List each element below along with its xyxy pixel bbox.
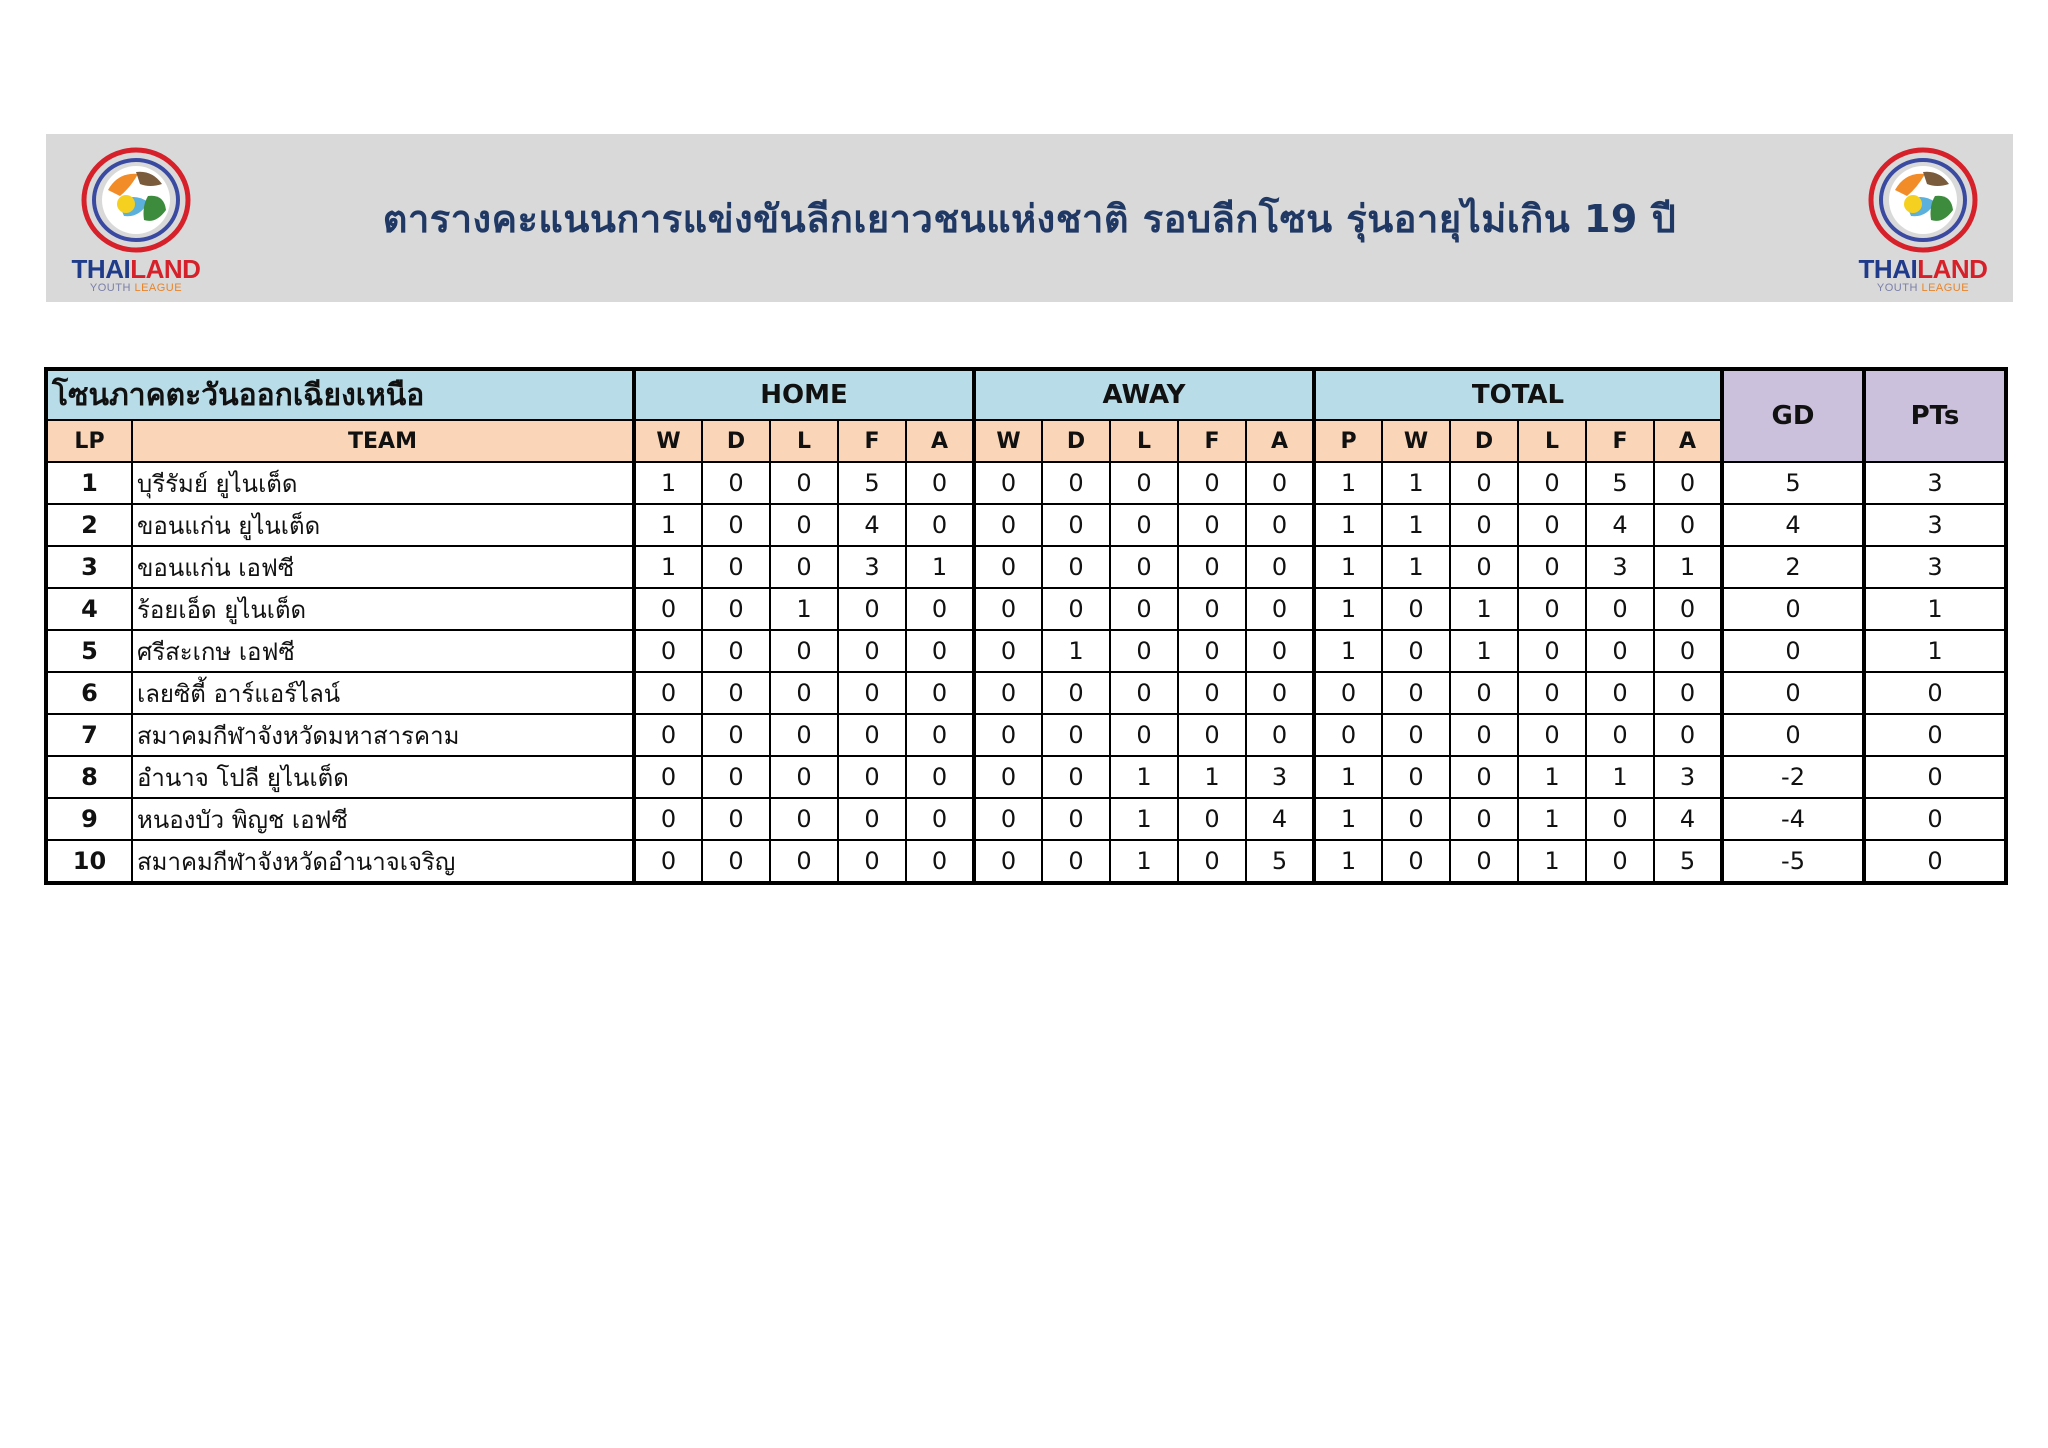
total-l-cell: 0 — [1518, 672, 1586, 714]
header-away-a: A — [1246, 420, 1314, 462]
away-l-cell: 0 — [1110, 588, 1178, 630]
away-l-cell: 0 — [1110, 630, 1178, 672]
pts-cell: 0 — [1864, 714, 2006, 756]
header-gd: GD — [1722, 369, 1864, 462]
page-title: ตารางคะแนนการแข่งขันลีกเยาวชนแห่งชาติ รอบลีกโซน รุ่นอายุไม่เกิน 19 ปี — [382, 196, 1677, 241]
home-f-cell: 3 — [838, 546, 906, 588]
header-home-w: W — [634, 420, 702, 462]
away-w-cell: 0 — [974, 504, 1042, 546]
header-away-w: W — [974, 420, 1042, 462]
header-home-a: A — [906, 420, 974, 462]
header-pts: PTs — [1864, 369, 2006, 462]
total-f-cell: 0 — [1586, 588, 1654, 630]
away-f-cell: 0 — [1178, 798, 1246, 840]
total-w-cell: 1 — [1382, 504, 1450, 546]
home-w-cell: 0 — [634, 630, 702, 672]
away-w-cell: 0 — [974, 630, 1042, 672]
header-team: TEAM — [132, 420, 634, 462]
total-a-cell: 0 — [1654, 630, 1722, 672]
total-l-cell: 0 — [1518, 630, 1586, 672]
away-a-cell: 0 — [1246, 462, 1314, 504]
home-l-cell: 1 — [770, 588, 838, 630]
gd-cell: -2 — [1722, 756, 1864, 798]
total-p-cell: 1 — [1314, 756, 1382, 798]
home-w-cell: 1 — [634, 462, 702, 504]
logo-subtext: YOUTH LEAGUE — [1876, 282, 1970, 294]
table-row — [46, 756, 2006, 798]
header-away: AWAY — [974, 369, 1314, 420]
standings-body — [46, 462, 2006, 883]
home-f-cell: 0 — [838, 840, 906, 883]
total-l-cell: 1 — [1518, 756, 1586, 798]
team-name: อำนาจ โปลี ยูไนเต็ด — [132, 756, 634, 798]
total-p-cell: 1 — [1314, 588, 1382, 630]
header-total-f: F — [1586, 420, 1654, 462]
table-row — [46, 504, 2006, 546]
rank-cell: 2 — [46, 504, 132, 546]
home-a-cell: 0 — [906, 714, 974, 756]
home-w-cell: 0 — [634, 840, 702, 883]
away-f-cell: 0 — [1178, 714, 1246, 756]
team-name: ร้อยเอ็ด ยูไนเต็ด — [132, 588, 634, 630]
away-f-cell: 0 — [1178, 672, 1246, 714]
away-w-cell: 0 — [974, 588, 1042, 630]
pts-cell: 0 — [1864, 798, 2006, 840]
thailand-youth-league-logo-right — [1843, 144, 2003, 294]
team-name: เลยซิตี้ อาร์แอร์ไลน์ — [132, 672, 634, 714]
away-a-cell: 4 — [1246, 798, 1314, 840]
home-w-cell: 1 — [634, 546, 702, 588]
sub-header-row — [46, 420, 2006, 462]
total-p-cell: 1 — [1314, 462, 1382, 504]
team-name: สมาคมกีฬาจังหวัดมหาสารคาม — [132, 714, 634, 756]
total-w-cell: 0 — [1382, 630, 1450, 672]
table-row — [46, 630, 2006, 672]
total-l-cell: 1 — [1518, 840, 1586, 883]
total-d-cell: 0 — [1450, 504, 1518, 546]
pts-cell: 3 — [1864, 546, 2006, 588]
rank-cell: 5 — [46, 630, 132, 672]
away-w-cell: 0 — [974, 840, 1042, 883]
away-a-cell: 0 — [1246, 672, 1314, 714]
home-a-cell: 0 — [906, 588, 974, 630]
team-name: สมาคมกีฬาจังหวัดอำนาจเจริญ — [132, 840, 634, 883]
away-l-cell: 0 — [1110, 714, 1178, 756]
total-p-cell: 1 — [1314, 798, 1382, 840]
home-l-cell: 0 — [770, 756, 838, 798]
home-d-cell: 0 — [702, 756, 770, 798]
home-w-cell: 0 — [634, 798, 702, 840]
home-d-cell: 0 — [702, 462, 770, 504]
home-f-cell: 0 — [838, 630, 906, 672]
total-f-cell: 3 — [1586, 546, 1654, 588]
home-w-cell: 1 — [634, 504, 702, 546]
total-f-cell: 1 — [1586, 756, 1654, 798]
total-w-cell: 0 — [1382, 798, 1450, 840]
away-f-cell: 0 — [1178, 546, 1246, 588]
pts-cell: 0 — [1864, 672, 2006, 714]
total-d-cell: 0 — [1450, 546, 1518, 588]
total-a-cell: 0 — [1654, 462, 1722, 504]
total-f-cell: 0 — [1586, 714, 1654, 756]
total-p-cell: 1 — [1314, 630, 1382, 672]
pts-cell: 3 — [1864, 462, 2006, 504]
title-banner — [46, 134, 2013, 302]
away-d-cell: 0 — [1042, 504, 1110, 546]
gd-cell: 4 — [1722, 504, 1864, 546]
total-d-cell: 0 — [1450, 462, 1518, 504]
home-l-cell: 0 — [770, 462, 838, 504]
home-a-cell: 0 — [906, 756, 974, 798]
total-a-cell: 0 — [1654, 588, 1722, 630]
total-a-cell: 0 — [1654, 714, 1722, 756]
total-w-cell: 1 — [1382, 546, 1450, 588]
rank-cell: 10 — [46, 840, 132, 883]
home-a-cell: 0 — [906, 504, 974, 546]
away-d-cell: 0 — [1042, 588, 1110, 630]
away-f-cell: 0 — [1178, 630, 1246, 672]
away-d-cell: 0 — [1042, 546, 1110, 588]
away-l-cell: 1 — [1110, 798, 1178, 840]
home-d-cell: 0 — [702, 504, 770, 546]
total-a-cell: 3 — [1654, 756, 1722, 798]
total-l-cell: 1 — [1518, 798, 1586, 840]
home-d-cell: 0 — [702, 798, 770, 840]
zone-title: โซนภาคตะวันออกเฉียงเหนือ — [46, 369, 634, 420]
away-d-cell: 0 — [1042, 462, 1110, 504]
away-a-cell: 0 — [1246, 714, 1314, 756]
total-d-cell: 0 — [1450, 756, 1518, 798]
total-d-cell: 1 — [1450, 630, 1518, 672]
standings-table — [44, 367, 2008, 885]
table-row — [46, 546, 2006, 588]
away-a-cell: 0 — [1246, 630, 1314, 672]
rank-cell: 7 — [46, 714, 132, 756]
header-away-f: F — [1178, 420, 1246, 462]
away-w-cell: 0 — [974, 798, 1042, 840]
header-total-d: D — [1450, 420, 1518, 462]
away-w-cell: 0 — [974, 714, 1042, 756]
total-l-cell: 0 — [1518, 588, 1586, 630]
home-l-cell: 0 — [770, 840, 838, 883]
total-f-cell: 5 — [1586, 462, 1654, 504]
logo-wordmark: THAILAND — [71, 254, 201, 284]
home-l-cell: 0 — [770, 546, 838, 588]
table-row — [46, 462, 2006, 504]
home-a-cell: 0 — [906, 840, 974, 883]
home-a-cell: 0 — [906, 630, 974, 672]
away-a-cell: 0 — [1246, 588, 1314, 630]
table-row — [46, 588, 2006, 630]
header-home-l: L — [770, 420, 838, 462]
total-w-cell: 0 — [1382, 588, 1450, 630]
header-home-d: D — [702, 420, 770, 462]
away-l-cell: 1 — [1110, 840, 1178, 883]
total-d-cell: 0 — [1450, 714, 1518, 756]
team-name: ขอนแก่น ยูไนเต็ด — [132, 504, 634, 546]
home-f-cell: 0 — [838, 588, 906, 630]
away-l-cell: 0 — [1110, 504, 1178, 546]
away-l-cell: 1 — [1110, 756, 1178, 798]
team-name: หนองบัว พิญช เอฟซี — [132, 798, 634, 840]
team-name: ขอนแก่น เอฟซี — [132, 546, 634, 588]
away-w-cell: 0 — [974, 672, 1042, 714]
away-l-cell: 0 — [1110, 672, 1178, 714]
home-a-cell: 0 — [906, 462, 974, 504]
header-home-f: F — [838, 420, 906, 462]
header-away-l: L — [1110, 420, 1178, 462]
header-total-w: W — [1382, 420, 1450, 462]
away-d-cell: 0 — [1042, 798, 1110, 840]
away-l-cell: 0 — [1110, 462, 1178, 504]
pts-cell: 1 — [1864, 588, 2006, 630]
total-p-cell: 1 — [1314, 840, 1382, 883]
away-d-cell: 0 — [1042, 756, 1110, 798]
table-row — [46, 672, 2006, 714]
gd-cell: 2 — [1722, 546, 1864, 588]
total-f-cell: 0 — [1586, 630, 1654, 672]
home-w-cell: 0 — [634, 714, 702, 756]
home-w-cell: 0 — [634, 672, 702, 714]
rank-cell: 3 — [46, 546, 132, 588]
table-row — [46, 714, 2006, 756]
away-w-cell: 0 — [974, 756, 1042, 798]
total-l-cell: 0 — [1518, 504, 1586, 546]
home-f-cell: 0 — [838, 798, 906, 840]
total-l-cell: 0 — [1518, 462, 1586, 504]
away-f-cell: 1 — [1178, 756, 1246, 798]
team-name: บุรีรัมย์ ยูไนเต็ด — [132, 462, 634, 504]
total-a-cell: 1 — [1654, 546, 1722, 588]
header-home: HOME — [634, 369, 974, 420]
away-a-cell: 5 — [1246, 840, 1314, 883]
home-d-cell: 0 — [702, 840, 770, 883]
total-p-cell: 1 — [1314, 546, 1382, 588]
gd-cell: 0 — [1722, 588, 1864, 630]
home-a-cell: 1 — [906, 546, 974, 588]
home-l-cell: 0 — [770, 504, 838, 546]
home-d-cell: 0 — [702, 672, 770, 714]
pts-cell: 1 — [1864, 630, 2006, 672]
home-l-cell: 0 — [770, 798, 838, 840]
home-w-cell: 0 — [634, 588, 702, 630]
header-total-a: A — [1654, 420, 1722, 462]
pts-cell: 3 — [1864, 504, 2006, 546]
gd-cell: -5 — [1722, 840, 1864, 883]
away-w-cell: 0 — [974, 546, 1042, 588]
header-total-p: P — [1314, 420, 1382, 462]
away-d-cell: 0 — [1042, 672, 1110, 714]
gd-cell: 0 — [1722, 630, 1864, 672]
away-f-cell: 0 — [1178, 588, 1246, 630]
rank-cell: 6 — [46, 672, 132, 714]
total-p-cell: 0 — [1314, 672, 1382, 714]
rank-cell: 4 — [46, 588, 132, 630]
gd-cell: 0 — [1722, 672, 1864, 714]
home-d-cell: 0 — [702, 546, 770, 588]
total-p-cell: 0 — [1314, 714, 1382, 756]
home-w-cell: 0 — [634, 756, 702, 798]
total-w-cell: 1 — [1382, 462, 1450, 504]
total-w-cell: 0 — [1382, 672, 1450, 714]
home-a-cell: 0 — [906, 672, 974, 714]
header-total-l: L — [1518, 420, 1586, 462]
rank-cell: 1 — [46, 462, 132, 504]
home-a-cell: 0 — [906, 798, 974, 840]
home-f-cell: 0 — [838, 672, 906, 714]
away-w-cell: 0 — [974, 462, 1042, 504]
table-row — [46, 798, 2006, 840]
home-d-cell: 0 — [702, 714, 770, 756]
total-w-cell: 0 — [1382, 756, 1450, 798]
total-d-cell: 0 — [1450, 798, 1518, 840]
away-f-cell: 0 — [1178, 840, 1246, 883]
total-a-cell: 0 — [1654, 672, 1722, 714]
pts-cell: 0 — [1864, 840, 2006, 883]
ball-emblem-icon — [1865, 144, 1981, 256]
table-row — [46, 840, 2006, 883]
away-d-cell: 1 — [1042, 630, 1110, 672]
gd-cell: 0 — [1722, 714, 1864, 756]
gd-cell: -4 — [1722, 798, 1864, 840]
total-w-cell: 0 — [1382, 714, 1450, 756]
away-a-cell: 3 — [1246, 756, 1314, 798]
total-d-cell: 0 — [1450, 672, 1518, 714]
home-f-cell: 4 — [838, 504, 906, 546]
team-name: ศรีสะเกษ เอฟซี — [132, 630, 634, 672]
home-l-cell: 0 — [770, 630, 838, 672]
home-f-cell: 0 — [838, 756, 906, 798]
away-l-cell: 0 — [1110, 546, 1178, 588]
rank-cell: 9 — [46, 798, 132, 840]
home-f-cell: 5 — [838, 462, 906, 504]
total-f-cell: 4 — [1586, 504, 1654, 546]
gd-cell: 5 — [1722, 462, 1864, 504]
logo-wordmark: THAILAND — [1858, 254, 1988, 284]
group-header-row — [46, 369, 2006, 420]
total-l-cell: 0 — [1518, 714, 1586, 756]
header-lp: LP — [46, 420, 132, 462]
home-l-cell: 0 — [770, 714, 838, 756]
total-f-cell: 0 — [1586, 672, 1654, 714]
total-a-cell: 0 — [1654, 504, 1722, 546]
header-total: TOTAL — [1314, 369, 1722, 420]
away-f-cell: 0 — [1178, 504, 1246, 546]
total-d-cell: 0 — [1450, 840, 1518, 883]
total-a-cell: 5 — [1654, 840, 1722, 883]
total-f-cell: 0 — [1586, 840, 1654, 883]
away-d-cell: 0 — [1042, 714, 1110, 756]
away-d-cell: 0 — [1042, 840, 1110, 883]
pts-cell: 0 — [1864, 756, 2006, 798]
home-d-cell: 0 — [702, 630, 770, 672]
total-f-cell: 0 — [1586, 798, 1654, 840]
total-l-cell: 0 — [1518, 546, 1586, 588]
total-w-cell: 0 — [1382, 840, 1450, 883]
away-a-cell: 0 — [1246, 504, 1314, 546]
home-l-cell: 0 — [770, 672, 838, 714]
away-a-cell: 0 — [1246, 546, 1314, 588]
total-p-cell: 1 — [1314, 504, 1382, 546]
rank-cell: 8 — [46, 756, 132, 798]
away-f-cell: 0 — [1178, 462, 1246, 504]
home-d-cell: 0 — [702, 588, 770, 630]
home-f-cell: 0 — [838, 714, 906, 756]
total-d-cell: 1 — [1450, 588, 1518, 630]
total-a-cell: 4 — [1654, 798, 1722, 840]
logo-subtext: YOUTH LEAGUE — [89, 282, 183, 294]
header-away-d: D — [1042, 420, 1110, 462]
